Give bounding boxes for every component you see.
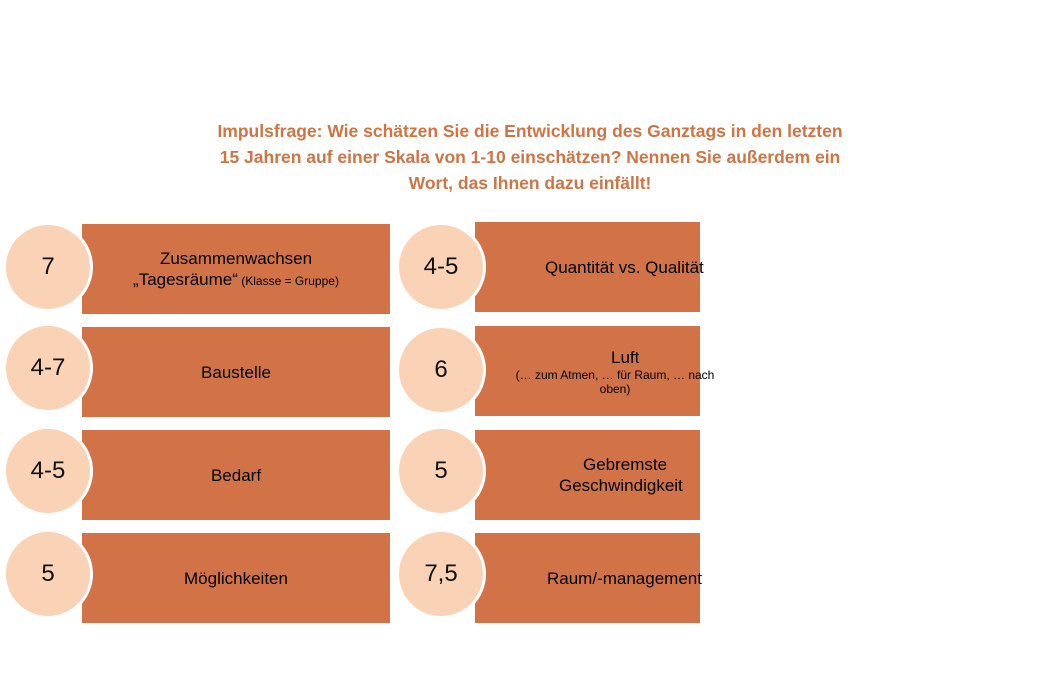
- title-line-2: 15 Jahren auf einer Skala von 1-10 einschätzen? Nennen Sie außerdem ein: [219, 147, 841, 167]
- slide-title: [0, 118, 1060, 196]
- right-box-2: [475, 326, 715, 416]
- left-box-1-note: (Klasse = Gruppe): [237, 274, 339, 288]
- left-score-4: 5: [3, 529, 93, 619]
- title-line-1: Impulsfrage: Wie schätzen Sie die Entwicklung des Ganztags in den letzten: [217, 121, 843, 141]
- right-box-4: [475, 533, 700, 623]
- left-box-1-line-1: Zusammenwachsen: [159, 249, 313, 268]
- right-box-2-note: (… zum Atmen, … für Raum, … nach oben): [515, 367, 715, 396]
- left-box-4: [82, 533, 390, 623]
- right-score-4: 7,5: [396, 529, 486, 619]
- left-box-4-label: Möglichkeiten: [184, 568, 288, 588]
- left-score-2: 4-7: [3, 323, 93, 413]
- right-score-3: 5: [396, 426, 486, 516]
- right-box-3-line-2: Geschwindigkeit: [559, 476, 683, 495]
- right-box-1-label: Quantität vs. Qualität: [545, 257, 704, 277]
- title-line-3: Wort, das Ihnen dazu einfällt!: [408, 173, 652, 193]
- right-box-2-line-1: Luft: [611, 347, 640, 367]
- left-box-3-label: Bedarf: [210, 465, 262, 485]
- left-score-3: 4-5: [3, 426, 93, 516]
- left-score-1: 7: [3, 222, 93, 312]
- left-box-1-line-2: [133, 269, 339, 290]
- right-box-4-label: Raum/-management: [547, 568, 702, 588]
- left-box-2: [82, 327, 390, 417]
- right-box-3-line-1: Gebremste: [583, 455, 668, 474]
- left-box-1-keyword: „Tagesräume“: [133, 270, 238, 289]
- left-box-2-label: Baustelle: [201, 362, 271, 382]
- right-box-1: [475, 222, 704, 312]
- right-score-1: 4-5: [396, 222, 486, 312]
- right-box-3: [475, 430, 700, 520]
- left-box-3: [82, 430, 390, 520]
- right-score-2: 6: [396, 325, 486, 415]
- left-box-1: [82, 224, 390, 314]
